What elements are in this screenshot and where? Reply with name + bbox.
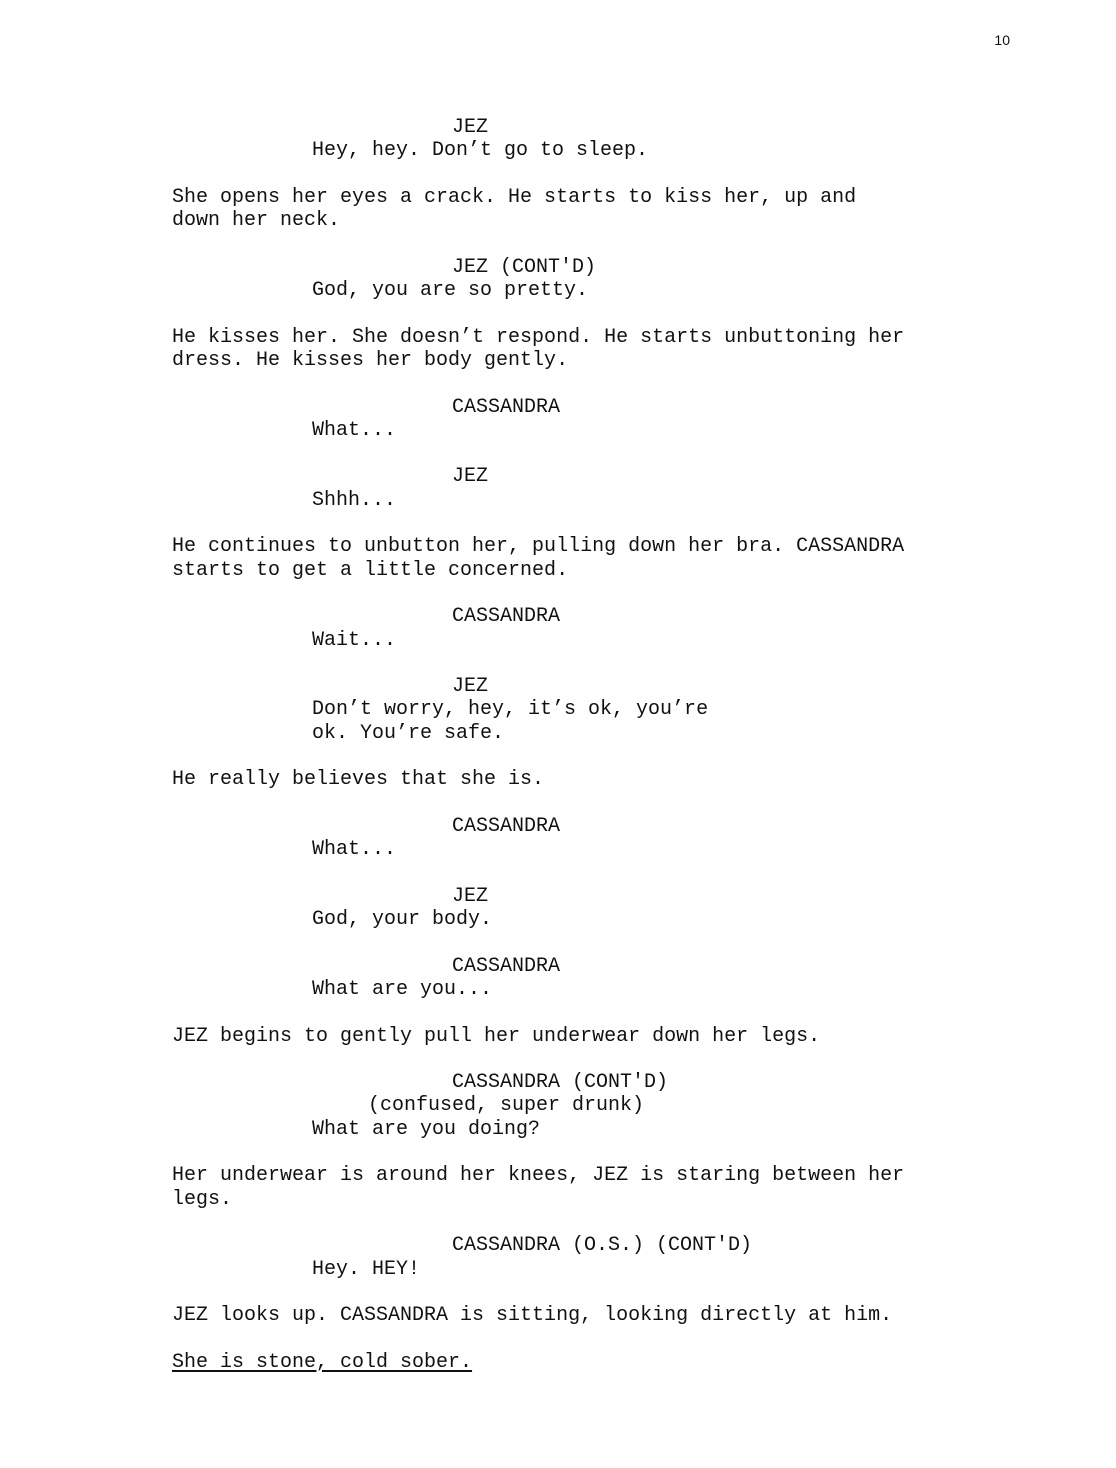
blank-line [172, 1001, 1072, 1024]
action-line: He really believes that she is. [172, 768, 545, 792]
character-cue: CASSANDRA [452, 954, 561, 978]
character-cue: JEZ [452, 116, 489, 139]
blank-line [172, 652, 1072, 675]
action-line: She opens her eyes a crack. He starts to kiss her, up and [172, 185, 857, 209]
action-line: Her underwear is around her knees, JEZ is staring between her [172, 1164, 905, 1188]
blank-line [172, 1327, 1072, 1350]
character-cue: CASSANDRA [452, 395, 561, 419]
action-line-underlined [172, 1351, 1072, 1374]
dialogue-line: What... [312, 418, 397, 442]
character-cue: JEZ (CONT'D) [452, 255, 597, 279]
action-line: dress. He kisses her body gently. [172, 348, 569, 372]
dialogue-line: God, your body. [312, 908, 493, 932]
character-cue: JEZ [452, 675, 489, 699]
blank-line [172, 1141, 1072, 1164]
blank-line [172, 582, 1072, 605]
character-cue: CASSANDRA [452, 605, 561, 629]
blank-line [172, 1048, 1072, 1071]
action-line: JEZ looks up. CASSANDRA is sitting, looking directly at him. [172, 1304, 893, 1328]
action-line: starts to get a little concerned. [172, 558, 569, 582]
dialogue-line: Wait... [312, 628, 397, 652]
action-line: He continues to unbutton her, pulling down her bra. CASSANDRA [172, 535, 905, 559]
blank-line [172, 442, 1072, 465]
blank-line [172, 862, 1072, 885]
blank-line [172, 1211, 1072, 1234]
character-cue: CASSANDRA [452, 814, 561, 838]
dialogue-line: Hey, hey. Don’t go to sleep. [312, 139, 649, 163]
character-cue: CASSANDRA (CONT'D) [452, 1071, 669, 1095]
blank-line [172, 372, 1072, 395]
blank-line [172, 232, 1072, 255]
blank-line [172, 745, 1072, 768]
action-line: down her neck. [172, 209, 341, 233]
action-line: legs. [172, 1187, 233, 1211]
dialogue-line: Hey. HEY! [312, 1257, 421, 1281]
dialogue-line: What are you... [312, 977, 493, 1001]
page-number: 10 [994, 32, 1010, 48]
character-cue: CASSANDRA (O.S.) (CONT'D) [452, 1234, 753, 1258]
blank-line [172, 302, 1072, 325]
blank-line [172, 792, 1072, 815]
dialogue-line: Don’t worry, hey, it’s ok, you’re [312, 698, 709, 722]
dialogue-line: Shhh... [312, 488, 397, 512]
character-cue: JEZ [452, 884, 489, 908]
action-line: JEZ begins to gently pull her underwear down her legs. [172, 1024, 821, 1048]
blank-line [172, 1281, 1072, 1304]
dialogue-line: ok. You’re safe. [312, 721, 505, 745]
blank-line [172, 512, 1072, 535]
dialogue-line: What are you doing? [312, 1117, 541, 1141]
blank-line [172, 931, 1072, 954]
character-cue: JEZ [452, 465, 489, 489]
action-line: He kisses her. She doesn’t respond. He starts unbuttoning her [172, 325, 905, 349]
script-body [172, 116, 1072, 1374]
underlined-text: She is stone, cold sober. [172, 1350, 473, 1374]
parenthetical-line: (confused, super drunk) [368, 1094, 645, 1118]
dialogue-line: God, you are so pretty. [312, 279, 589, 303]
blank-line [172, 163, 1072, 186]
dialogue-line: What... [312, 838, 397, 862]
